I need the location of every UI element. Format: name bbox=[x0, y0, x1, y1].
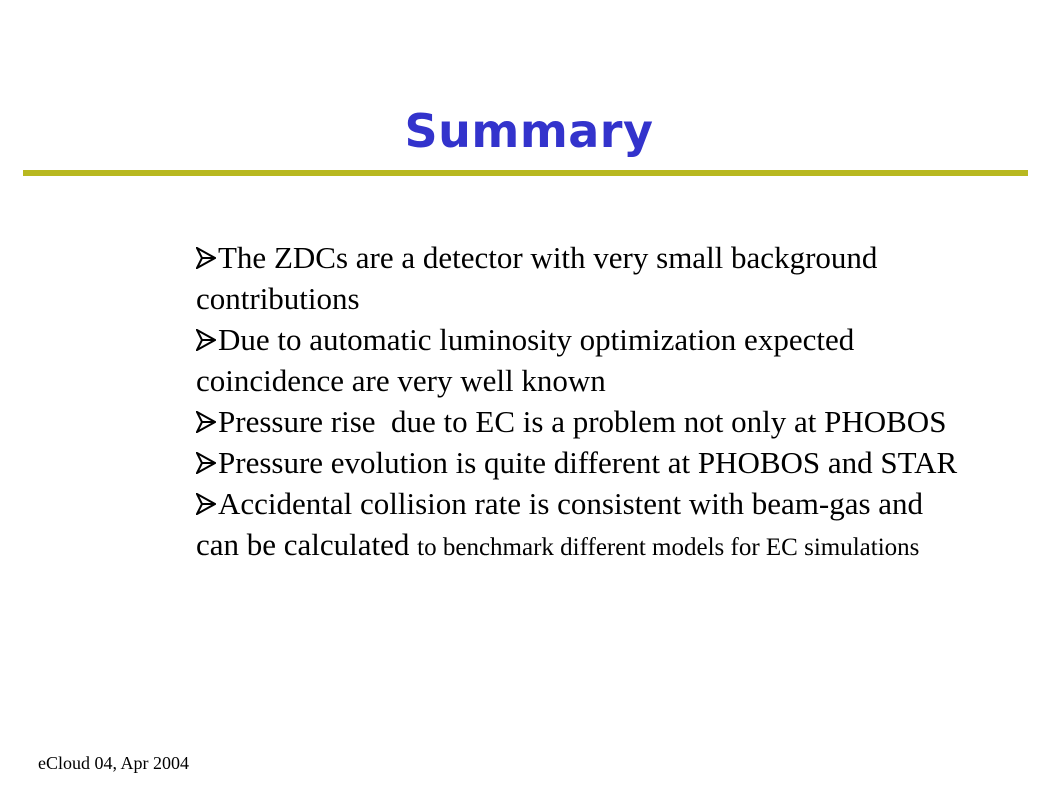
bullet-item bbox=[196, 237, 966, 319]
bullet-item bbox=[196, 483, 966, 568]
slide-footer: eCloud 04, Apr 2004 bbox=[38, 753, 189, 773]
arrow-bullet-icon bbox=[196, 247, 216, 269]
bullet-text: The ZDCs are a detector with very small background contributions bbox=[196, 240, 878, 316]
bullet-text: Due to automatic luminosity optimization expected coincidence are very well known bbox=[196, 322, 855, 398]
arrow-bullet-icon bbox=[196, 452, 216, 474]
bullet-text: Pressure rise due to EC is a problem not only at PHOBOS bbox=[218, 404, 947, 439]
arrow-bullet-icon bbox=[196, 411, 216, 433]
bullet-item bbox=[196, 442, 966, 483]
bullet-text: Accidental collision rate is consistent with beam-gas and can be calculated bbox=[196, 486, 931, 562]
bullet-item bbox=[196, 401, 966, 442]
title-underline bbox=[23, 170, 1028, 176]
arrow-bullet-icon bbox=[196, 329, 216, 351]
slide-title: Summary bbox=[404, 104, 654, 158]
bullet-list bbox=[196, 237, 966, 568]
arrow-bullet-icon bbox=[196, 493, 216, 515]
bullet-text-small: to benchmark different models for EC simulations bbox=[417, 534, 920, 561]
bullet-text: Pressure evolution is quite different at PHOBOS and STAR bbox=[218, 445, 958, 480]
bullet-item bbox=[196, 319, 966, 401]
